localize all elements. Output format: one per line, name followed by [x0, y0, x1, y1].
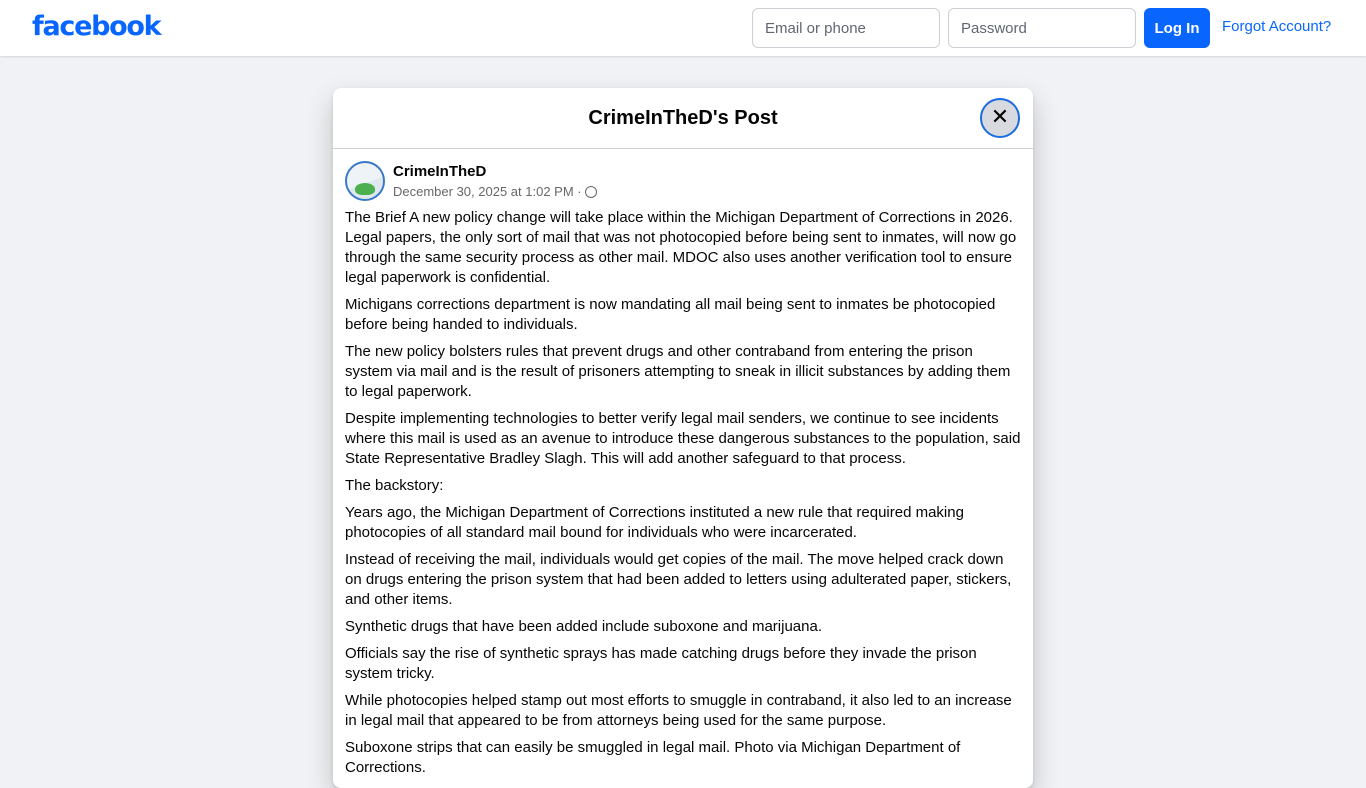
avatar[interactable]	[345, 161, 385, 201]
password-input[interactable]	[948, 8, 1136, 48]
author-name[interactable]: CrimeInTheD	[393, 163, 487, 180]
post-body	[333, 205, 1033, 778]
close-button[interactable]	[980, 98, 1020, 138]
meta-separator: ·	[577, 184, 582, 199]
post-timestamp[interactable]: December 30, 2025 at 1:02 PM	[393, 184, 574, 199]
post-paragraph: Michigans corrections department is now mandating all mail being sent to inmates be photocopied before being handed to individuals.	[345, 296, 996, 333]
post-paragraph: Suboxone strips that can easily be smuggled in legal mail. Photo via Michigan Department of Corrections.	[345, 739, 961, 776]
post-dialog	[333, 88, 1033, 788]
top-bar	[0, 0, 1366, 56]
dialog-header	[333, 88, 1033, 149]
facebook-logo[interactable]: facebook	[32, 11, 161, 42]
login-button[interactable]: Log In	[1144, 8, 1210, 48]
post-paragraph: Officials say the rise of synthetic sprays has made catching drugs before they invade the prison system tricky.	[345, 645, 977, 682]
email-input[interactable]	[752, 8, 940, 48]
post-paragraph: The Brief A new policy change will take place within the Michigan Department of Corrections in 2026. Legal papers, the only sort of mail that was not photocopied before being sent to inmates, will now go through the same security process as other mail. MDOC also uses another verification tool to ensure legal paperwork is confidential.	[345, 209, 1017, 286]
post-paragraph: Despite implementing technologies to better verify legal mail senders, we continue to see incidents where this mail is used as an avenue to introduce these dangerous substances to the population, said State Representative Bradley Slagh. This will add another safeguard to that process.	[345, 410, 1021, 467]
globe-icon	[585, 186, 597, 198]
forgot-account-link[interactable]: Forgot Account?	[1222, 18, 1332, 35]
post-paragraph: While photocopies helped stamp out most efforts to smuggle in contraband, it also led to an increase in legal mail that appeared to be from attorneys being used for the same purpose.	[345, 692, 1012, 729]
post-author	[333, 149, 1033, 205]
close-icon: ✕	[990, 104, 1010, 129]
post-paragraph: Synthetic drugs that have been added include suboxone and marijuana.	[345, 618, 823, 635]
post-paragraph: The new policy bolsters rules that prevent drugs and other contraband from entering the prison system via mail and is the result of prisoners attempting to sneak in illicit substances by adding them to legal paperwork.	[345, 343, 1011, 400]
post-paragraph: Instead of receiving the mail, individuals would get copies of the mail. The move helped crack down on drugs entering the prison system that had been added to letters using adulterated paper, stickers, and other items.	[345, 551, 1012, 608]
dialog-title: CrimeInTheD's Post	[588, 107, 778, 129]
post-meta	[393, 184, 597, 199]
post-paragraph: Years ago, the Michigan Department of Corrections instituted a new rule that required making photocopies of all standard mail bound for individuals who were incarcerated.	[345, 504, 964, 541]
post-paragraph: The backstory:	[345, 477, 444, 494]
